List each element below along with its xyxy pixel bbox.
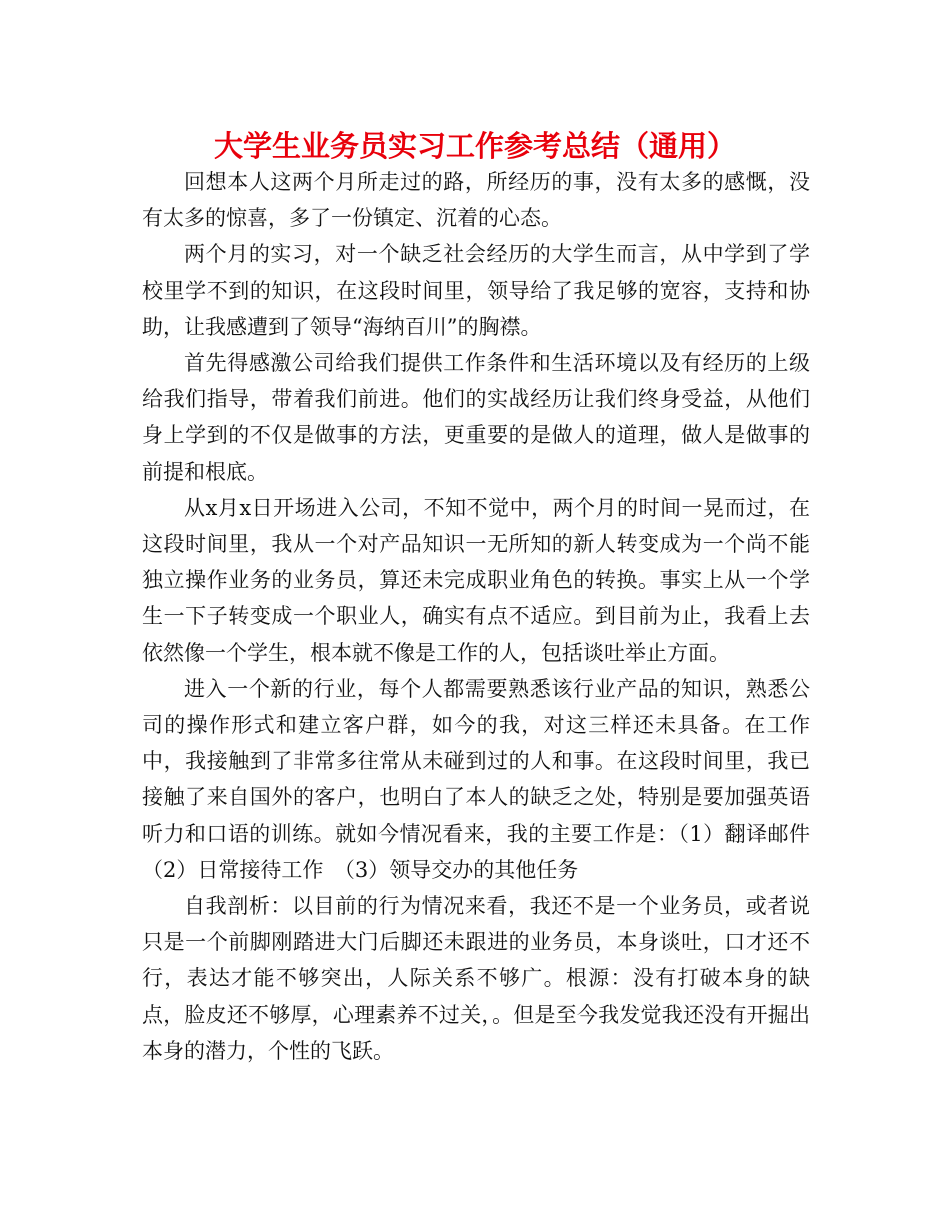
document-body [142,164,810,1069]
paragraph-2: 两个月的实习，对一个缺乏社会经历的大学生而言，从中学到了学校里学不到的知识，在这段时间里，领导给了我足够的宽容，支持和协助，让我感遭到了领导“海纳百川”的胸襟。 [142,242,810,339]
paragraph-6: 自我剖析：以目前的行为情况来看，我还不是一个业务员，或者说只是一个前脚刚踏进大门后脚还未跟进的业务员，本身谈吐，口才还不行，表达才能不够突出，人际关系不够广。根源：没有打破本身的缺点，脸皮还不够厚，心理素养不过关，。但是至今我发觉我还没有开掘出本身的潜力，个性的飞跃。 [142,894,810,1063]
paragraph-4: 从x月x日开场进入公司，不知不觉中，两个月的时间一晃而过，在这段时间里，我从一个对产品知识一无所知的新人转变成为一个尚不能独立操作业务的业务员，算还未完成职业角色的转换。事实上从一个学生一下子转变成一个职业人，确实有点不适应。到目前为止，我看上去依然像一个学生，根本就不像是工作的人，包括谈吐举止方面。 [142,495,810,665]
paragraph-3: 首先得感激公司给我们提供工作条件和生活环境以及有经历的上级给我们指导，带着我们前进。他们的实战经历让我们终身受益，从他们身上学到的不仅是做事的方法，更重要的是做人的道理，做人是做事的前提和根底。 [142,351,810,484]
document-title: 大学生业务员实习工作参考总结（通用） [213,129,736,163]
paragraph-5: 进入一个新的行业，每个人都需要熟悉该行业产品的知识，熟悉公司的操作形式和建立客户群，如今的我，对这三样还未具备。在工作中，我接触到了非常多往常从未碰到过的人和事。在这段时间里，我已接触了来自国外的客户，也明白了本人的缺乏之处，特别是要加强英语听力和口语的训练。就如今情况看来，我的主要工作是：（1）翻译邮件（2）日常接待工作 （3）领导交办的其他任务 [142,676,810,882]
paragraph-1: 回想本人这两个月所走过的路，所经历的事，没有太多的感慨，没有太多的惊喜，多了一份镇定、沉着的心态。 [142,170,810,231]
